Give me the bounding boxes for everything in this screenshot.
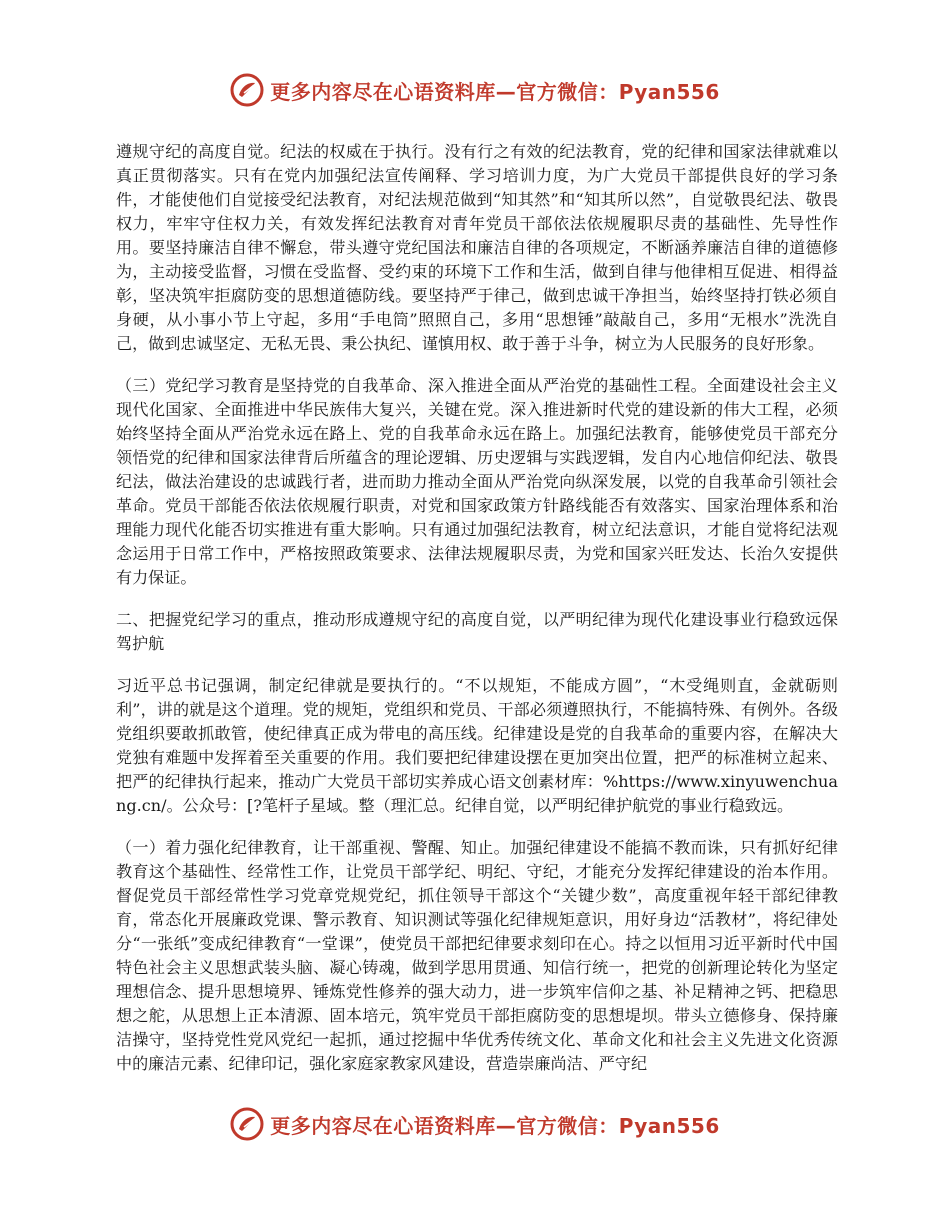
footer-banner [0, 1104, 950, 1144]
paragraph: （一）着力强化纪律教育，让干部重视、警醒、知止。加强纪律建设不能搞不教而诛，只有抓好纪律教育这个基础性、经常性工作，让党员干部学纪、明纪、守纪，才能充分发挥纪律建设的治本作用。督促党员干部经常性学习党章党规党纪，抓住领导干部这个“关键少数”，高度重视年轻干部纪律教育，常态化开展廉政党课、警示教育、知识测试等强化纪律规矩意识，用好身边“活教材”，将纪律处分“一张纸”变成纪律教育“一堂课”，使党员干部把纪律要求刻印在心。持之以恒用习近平新时代中国特色社会主义思想武装头脑、凝心铸魂，做到学思用贯通、知信行统一，把党的创新理论转化为坚定理想信念、提升思想境界、锤炼党性修养的强大动力，进一步筑牢信仰之基、补足精神之钙、把稳思想之舵，从思想上正本清源、固本培元，筑牢党员干部拒腐防变的思想堤坝。带头立德修身、保持廉洁操守，坚持党性党风党纪一起抓，通过挖掘中华优秀传统文化、革命文化和社会主义先进文化资源中的廉洁元素、纪律印记，强化家庭家教家风建设，营造崇廉尚洁、严守纪 [116, 838, 838, 1073]
paragraph: （三）党纪学习教育是坚持党的自我革命、深入推进全面从严治党的基础性工程。全面建设社会主义现代化国家、全面推进中华民族伟大复兴，关键在党。深入推进新时代党的建设新的伟大工程，必须始终坚持全面从严治党永远在路上、党的自我革命永远在路上。加强纪法教育，能够使党员干部充分领悟党的纪律和国家法律背后所蕴含的理论逻辑、历史逻辑与实践逻辑，发自内心地信仰纪法、敬畏纪法，做法治建设的忠诚践行者，进而助力推动全面从严治党向纵深发展，以党的自我革命引领社会革命。党员干部能否依法依规履行职责，对党和国家政策方针路线能否有效落实、国家治理体系和治理能力现代化能否切实推进有重大影响。只有通过加强纪法教育，树立纪法意识，才能自觉将纪法观念运用于日常工作中，严格按照政策要求、法律法规履职尽责，为党和国家兴旺发达、长治久安提供有力保证。 [116, 376, 838, 587]
hand-pen-logo-icon [230, 73, 264, 107]
section-heading: 二、把握党纪学习的重点，推动形成遵规守纪的高度自觉，以严明纪律为现代化建设事业行稳致远保驾护航 [116, 610, 838, 653]
header-banner [0, 70, 950, 110]
banner-dash: — [495, 1113, 517, 1138]
banner-wechat: 官方微信：Pyan556 [516, 79, 720, 104]
document-body [116, 140, 838, 1094]
paragraph: 习近平总书记强调，制定纪律就是要执行的。“不以规矩，不能成方圆”，“木受绳则直，金就砺则利”，讲的就是这个道理。党的规矩，党组织和党员、干部必须遵照执行，不能搞特殊、有例外。各级党组织要敢抓敢管，使纪律真正成为带电的高压线。纪律建设是党的自我革命的重要内容，在解决大党独有难题中发挥着至关重要的作用。我们要把纪律建设摆在更加突出位置，把严的标准树立起来、把严的纪律执行起来，推动广大党员干部切实养成心语文创素材库：%https://www.xinyuwenchuang.cn/。公众号：[?笔杆子星域。整（理汇总。纪律自觉，以严明纪律护航党的事业行稳致远。 [116, 676, 838, 815]
banner-text [270, 76, 720, 105]
banner-title: 更多内容尽在心语资料库 [270, 79, 496, 104]
hand-pen-logo-icon [230, 1107, 264, 1141]
banner-wechat: 官方微信：Pyan556 [516, 1113, 720, 1138]
banner-dash: — [495, 79, 517, 104]
banner-title: 更多内容尽在心语资料库 [270, 1113, 496, 1138]
banner-text [270, 1110, 720, 1139]
paragraph: 遵规守纪的高度自觉。纪法的权威在于执行。没有行之有效的纪法教育，党的纪律和国家法律就难以真正贯彻落实。只有在党内加强纪法宣传阐释、学习培训力度，为广大党员干部提供良好的学习条件，才能使他们自觉接受纪法教育，对纪法规范做到“知其然”和“知其所以然”，自觉敬畏纪法、敬畏权力，牢牢守住权力关，有效发挥纪法教育对青年党员干部依法依规履职尽责的基础性、先导性作用。要坚持廉洁自律不懈怠，带头遵守党纪国法和廉洁自律的各项规定，不断涵养廉洁自律的道德修为，主动接受监督，习惯在受监督、受约束的环境下工作和生活，做到自律与他律相互促进、相得益彰，坚决筑牢拒腐防变的思想道德防线。要坚持严于律己，做到忠诚干净担当，始终坚持打铁必须自身硬，从小事小节上守起，多用“手电筒”照照自己，多用“思想锤”敲敲自己，多用“无根水”洗洗自己，做到忠诚坚定、无私无畏、秉公执纪、谨慎用权、敢于善于斗争，树立为人民服务的良好形象。 [116, 142, 838, 353]
